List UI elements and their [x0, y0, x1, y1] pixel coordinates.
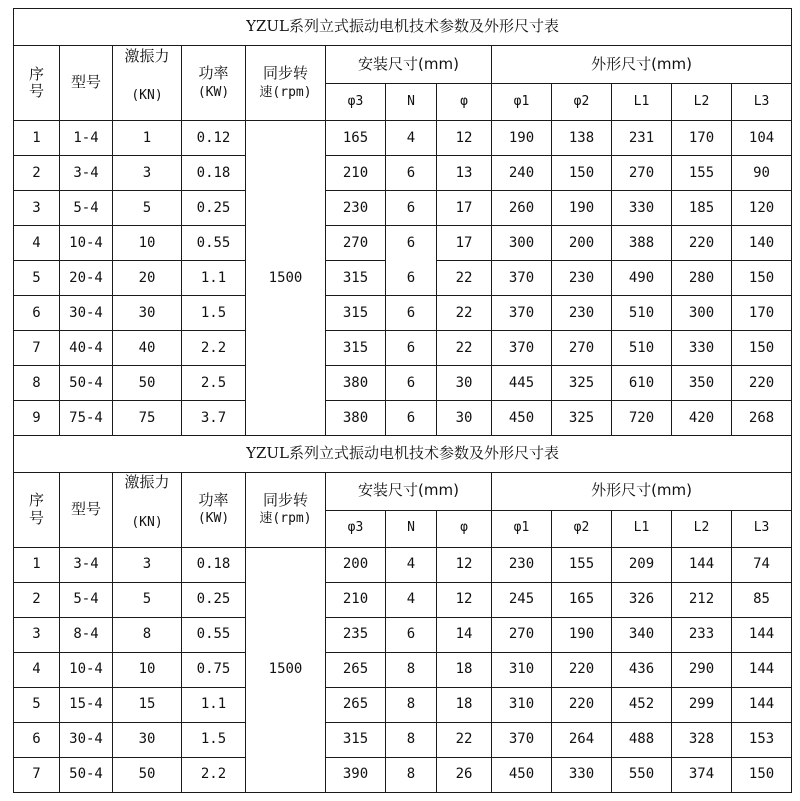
cell-phi1: 240 [492, 156, 552, 191]
cell-seq: 2 [14, 156, 60, 191]
spec-table-2 [13, 435, 792, 793]
cell-n: 6 [386, 296, 437, 331]
cell-force: 75 [113, 401, 182, 436]
cell-phi1: 245 [492, 582, 552, 617]
cell-n: 6 [386, 366, 437, 401]
cell-model: 15-4 [60, 687, 113, 722]
cell-model: 3-4 [60, 547, 113, 582]
cell-force: 15 [113, 687, 182, 722]
cell-force: 3 [113, 547, 182, 582]
cell-seq: 5 [14, 687, 60, 722]
table-row [14, 156, 792, 191]
header-model: 型号 [60, 472, 113, 547]
cell-l3: 74 [732, 547, 792, 582]
cell-seq: 6 [14, 722, 60, 757]
cell-phi2: 138 [552, 121, 612, 156]
cell-model: 50-4 [60, 757, 113, 792]
cell-l3: 144 [732, 652, 792, 687]
cell-phi: 22 [437, 296, 492, 331]
cell-phi: 22 [437, 722, 492, 757]
header-power-unit: (KW) [197, 511, 230, 527]
cell-force: 8 [113, 617, 182, 652]
cell-power: 0.25 [182, 191, 246, 226]
cell-phi3: 230 [326, 191, 386, 226]
table-row [14, 366, 792, 401]
cell-model: 10-4 [60, 652, 113, 687]
header-power [182, 472, 246, 547]
cell-n: 8 [386, 757, 437, 792]
cell-n: 6 [386, 401, 437, 436]
cell-phi1: 230 [492, 547, 552, 582]
header-phi: φ [437, 84, 492, 121]
cell-l2: 185 [672, 191, 732, 226]
header-force-label: 激振力 [124, 46, 170, 65]
cell-power: 3.7 [182, 401, 246, 436]
cell-force: 40 [113, 331, 182, 366]
cell-phi2: 190 [552, 617, 612, 652]
cell-seq: 4 [14, 226, 60, 261]
header-model: 型号 [60, 46, 113, 121]
cell-speed: 1500 [246, 547, 326, 792]
header-phi1: φ1 [492, 84, 552, 121]
cell-model: 50-4 [60, 366, 113, 401]
cell-force: 30 [113, 722, 182, 757]
header-speed-line2: 速(rpm) [259, 511, 312, 527]
cell-l3: 144 [732, 617, 792, 652]
cell-l1: 452 [612, 687, 672, 722]
cell-model: 75-4 [60, 401, 113, 436]
cell-force: 5 [113, 191, 182, 226]
cell-phi3: 210 [326, 582, 386, 617]
cell-l3: 170 [732, 296, 792, 331]
cell-l1: 231 [612, 121, 672, 156]
cell-phi1: 450 [492, 401, 552, 436]
cell-power: 0.55 [182, 617, 246, 652]
cell-l2: 144 [672, 547, 732, 582]
cell-phi2: 155 [552, 547, 612, 582]
cell-l1: 209 [612, 547, 672, 582]
header-force-label: 激振力 [124, 473, 170, 492]
cell-model: 40-4 [60, 331, 113, 366]
cell-phi3: 380 [326, 366, 386, 401]
table-row [14, 722, 792, 757]
cell-phi: 12 [437, 121, 492, 156]
table-row [14, 226, 792, 261]
table-row [14, 121, 792, 156]
cell-model: 20-4 [60, 261, 113, 296]
cell-phi: 13 [437, 156, 492, 191]
cell-power: 0.12 [182, 121, 246, 156]
header-n: N [386, 84, 437, 121]
cell-n: 6 [386, 191, 437, 226]
table-row [14, 191, 792, 226]
header-force [113, 46, 182, 121]
cell-l1: 490 [612, 261, 672, 296]
header-l1: L1 [612, 510, 672, 547]
cell-phi3: 265 [326, 687, 386, 722]
header-outline-group: 外形尺寸(mm) [492, 472, 792, 510]
cell-phi3: 315 [326, 331, 386, 366]
cell-model: 5-4 [60, 582, 113, 617]
cell-phi1: 370 [492, 296, 552, 331]
cell-l3: 150 [732, 757, 792, 792]
cell-phi: 12 [437, 582, 492, 617]
spec-table-1 [13, 8, 792, 436]
cell-l3: 85 [732, 582, 792, 617]
header-power-label: 功率 [198, 490, 229, 509]
cell-l2: 330 [672, 331, 732, 366]
cell-phi2: 220 [552, 687, 612, 722]
cell-n: 6 [386, 226, 437, 261]
header-speed [246, 46, 326, 121]
cell-l3: 150 [732, 331, 792, 366]
cell-phi: 17 [437, 191, 492, 226]
cell-seq: 8 [14, 366, 60, 401]
cell-n: 4 [386, 547, 437, 582]
cell-model: 8-4 [60, 617, 113, 652]
cell-seq: 3 [14, 191, 60, 226]
cell-phi2: 230 [552, 296, 612, 331]
table-row [14, 261, 792, 296]
header-speed-line1: 同步转 [262, 490, 308, 509]
cell-force: 20 [113, 261, 182, 296]
cell-phi3: 315 [326, 722, 386, 757]
header-seq-line2: 号 [28, 82, 44, 100]
cell-phi2: 220 [552, 652, 612, 687]
spec-sheet [13, 8, 791, 793]
cell-l1: 550 [612, 757, 672, 792]
cell-phi2: 330 [552, 757, 612, 792]
cell-phi1: 370 [492, 331, 552, 366]
header-l2: L2 [672, 510, 732, 547]
cell-seq: 1 [14, 547, 60, 582]
header-install-group: 安装尺寸(mm) [326, 46, 492, 84]
cell-seq: 5 [14, 261, 60, 296]
cell-seq: 2 [14, 582, 60, 617]
header-l2: L2 [672, 84, 732, 121]
cell-phi1: 190 [492, 121, 552, 156]
table-title: YZUL系列立式振动电机技术参数及外形尺寸表 [14, 9, 792, 46]
cell-n: 6 [386, 156, 437, 191]
cell-l3: 153 [732, 722, 792, 757]
cell-force: 1 [113, 121, 182, 156]
cell-seq: 7 [14, 331, 60, 366]
cell-n: 4 [386, 121, 437, 156]
header-seq-line1: 序 [28, 64, 44, 83]
cell-n: 6 [386, 331, 437, 366]
cell-power: 2.5 [182, 366, 246, 401]
table-row [14, 757, 792, 792]
header-seq-line2: 号 [28, 508, 44, 527]
cell-phi2: 190 [552, 191, 612, 226]
cell-seq: 1 [14, 121, 60, 156]
cell-phi: 30 [437, 366, 492, 401]
cell-force: 5 [113, 582, 182, 617]
cell-phi2: 264 [552, 722, 612, 757]
header-outline-group: 外形尺寸(mm) [492, 46, 792, 84]
cell-force: 3 [113, 156, 182, 191]
cell-phi1: 310 [492, 652, 552, 687]
cell-power: 1.5 [182, 296, 246, 331]
header-install-group: 安装尺寸(mm) [326, 472, 492, 510]
cell-power: 1.1 [182, 261, 246, 296]
table-row [14, 296, 792, 331]
table-row [14, 582, 792, 617]
header-seq [14, 472, 60, 547]
cell-force: 50 [113, 757, 182, 792]
cell-phi: 26 [437, 757, 492, 792]
cell-phi: 12 [437, 547, 492, 582]
header-phi2: φ2 [552, 84, 612, 121]
cell-force: 10 [113, 226, 182, 261]
cell-phi: 17 [437, 226, 492, 261]
cell-l1: 270 [612, 156, 672, 191]
cell-l3: 90 [732, 156, 792, 191]
cell-l2: 170 [672, 121, 732, 156]
cell-phi1: 260 [492, 191, 552, 226]
cell-seq: 4 [14, 652, 60, 687]
cell-phi2: 200 [552, 226, 612, 261]
cell-force: 50 [113, 366, 182, 401]
cell-l2: 220 [672, 226, 732, 261]
cell-phi3: 380 [326, 401, 386, 436]
header-seq [14, 46, 60, 121]
cell-l1: 510 [612, 296, 672, 331]
cell-phi3: 315 [326, 296, 386, 331]
cell-l1: 340 [612, 617, 672, 652]
cell-phi1: 370 [492, 261, 552, 296]
cell-power: 0.55 [182, 226, 246, 261]
cell-phi1: 270 [492, 617, 552, 652]
cell-l1: 610 [612, 366, 672, 401]
header-force-unit: (KN) [131, 88, 163, 104]
header-speed [246, 472, 326, 547]
cell-model: 5-4 [60, 191, 113, 226]
header-phi3: φ3 [326, 510, 386, 547]
header-power-label: 功率 [198, 64, 229, 83]
cell-l2: 350 [672, 366, 732, 401]
cell-model: 10-4 [60, 226, 113, 261]
cell-l2: 300 [672, 296, 732, 331]
cell-phi: 18 [437, 652, 492, 687]
cell-phi3: 270 [326, 226, 386, 261]
cell-n: 6 [386, 261, 437, 296]
header-seq-line1: 序 [28, 491, 44, 510]
cell-phi3: 235 [326, 617, 386, 652]
cell-seq: 7 [14, 757, 60, 792]
cell-power: 2.2 [182, 331, 246, 366]
cell-n: 4 [386, 582, 437, 617]
cell-phi2: 150 [552, 156, 612, 191]
header-speed-line2: 速(rpm) [259, 84, 312, 100]
cell-power: 1.5 [182, 722, 246, 757]
cell-l1: 330 [612, 191, 672, 226]
cell-phi3: 210 [326, 156, 386, 191]
header-force-unit: (KN) [131, 514, 163, 530]
cell-power: 1.1 [182, 687, 246, 722]
cell-l2: 280 [672, 261, 732, 296]
cell-phi1: 300 [492, 226, 552, 261]
table-1-body [14, 121, 792, 436]
cell-n: 8 [386, 722, 437, 757]
cell-l1: 436 [612, 652, 672, 687]
cell-model: 30-4 [60, 722, 113, 757]
cell-power: 0.18 [182, 547, 246, 582]
cell-phi1: 450 [492, 757, 552, 792]
cell-l1: 388 [612, 226, 672, 261]
cell-seq: 6 [14, 296, 60, 331]
cell-l2: 233 [672, 617, 732, 652]
cell-l3: 140 [732, 226, 792, 261]
cell-phi2: 270 [552, 331, 612, 366]
cell-l1: 720 [612, 401, 672, 436]
header-phi3: φ3 [326, 84, 386, 121]
header-force [113, 472, 182, 547]
table-row [14, 401, 792, 436]
table-row [14, 547, 792, 582]
cell-n: 6 [386, 617, 437, 652]
cell-seq: 9 [14, 401, 60, 436]
cell-seq: 3 [14, 617, 60, 652]
cell-phi: 14 [437, 617, 492, 652]
cell-phi: 22 [437, 331, 492, 366]
cell-phi1: 310 [492, 687, 552, 722]
header-phi1: φ1 [492, 510, 552, 547]
header-phi2: φ2 [552, 510, 612, 547]
header-n: N [386, 510, 437, 547]
cell-l2: 328 [672, 722, 732, 757]
table-row [14, 687, 792, 722]
cell-n: 8 [386, 687, 437, 722]
cell-phi: 18 [437, 687, 492, 722]
cell-model: 1-4 [60, 121, 113, 156]
cell-phi3: 200 [326, 547, 386, 582]
cell-phi3: 265 [326, 652, 386, 687]
table-2-body [14, 547, 792, 792]
cell-power: 0.18 [182, 156, 246, 191]
cell-phi3: 315 [326, 261, 386, 296]
header-power [182, 46, 246, 121]
cell-phi: 30 [437, 401, 492, 436]
header-power-unit: (KW) [197, 84, 230, 100]
table-row [14, 617, 792, 652]
cell-phi1: 445 [492, 366, 552, 401]
cell-l2: 155 [672, 156, 732, 191]
table-row [14, 652, 792, 687]
cell-l3: 144 [732, 687, 792, 722]
cell-phi2: 325 [552, 366, 612, 401]
cell-l3: 120 [732, 191, 792, 226]
cell-l3: 150 [732, 261, 792, 296]
table-title: YZUL系列立式振动电机技术参数及外形尺寸表 [14, 435, 792, 472]
cell-speed: 1500 [246, 121, 326, 436]
cell-phi3: 390 [326, 757, 386, 792]
cell-power: 0.75 [182, 652, 246, 687]
cell-force: 10 [113, 652, 182, 687]
cell-l3: 104 [732, 121, 792, 156]
cell-phi1: 370 [492, 722, 552, 757]
table-row [14, 331, 792, 366]
cell-l3: 220 [732, 366, 792, 401]
cell-l2: 374 [672, 757, 732, 792]
cell-l1: 326 [612, 582, 672, 617]
header-l3: L3 [732, 510, 792, 547]
cell-model: 3-4 [60, 156, 113, 191]
cell-model: 30-4 [60, 296, 113, 331]
cell-phi2: 230 [552, 261, 612, 296]
header-speed-line1: 同步转 [262, 64, 308, 83]
cell-l2: 290 [672, 652, 732, 687]
header-l1: L1 [612, 84, 672, 121]
cell-l2: 212 [672, 582, 732, 617]
cell-l2: 420 [672, 401, 732, 436]
cell-force: 30 [113, 296, 182, 331]
cell-l2: 299 [672, 687, 732, 722]
cell-phi: 22 [437, 261, 492, 296]
cell-phi2: 165 [552, 582, 612, 617]
cell-l3: 268 [732, 401, 792, 436]
cell-l1: 510 [612, 331, 672, 366]
cell-l1: 488 [612, 722, 672, 757]
header-phi: φ [437, 510, 492, 547]
header-l3: L3 [732, 84, 792, 121]
cell-n: 8 [386, 652, 437, 687]
cell-power: 0.25 [182, 582, 246, 617]
cell-phi2: 325 [552, 401, 612, 436]
cell-power: 2.2 [182, 757, 246, 792]
cell-phi3: 165 [326, 121, 386, 156]
